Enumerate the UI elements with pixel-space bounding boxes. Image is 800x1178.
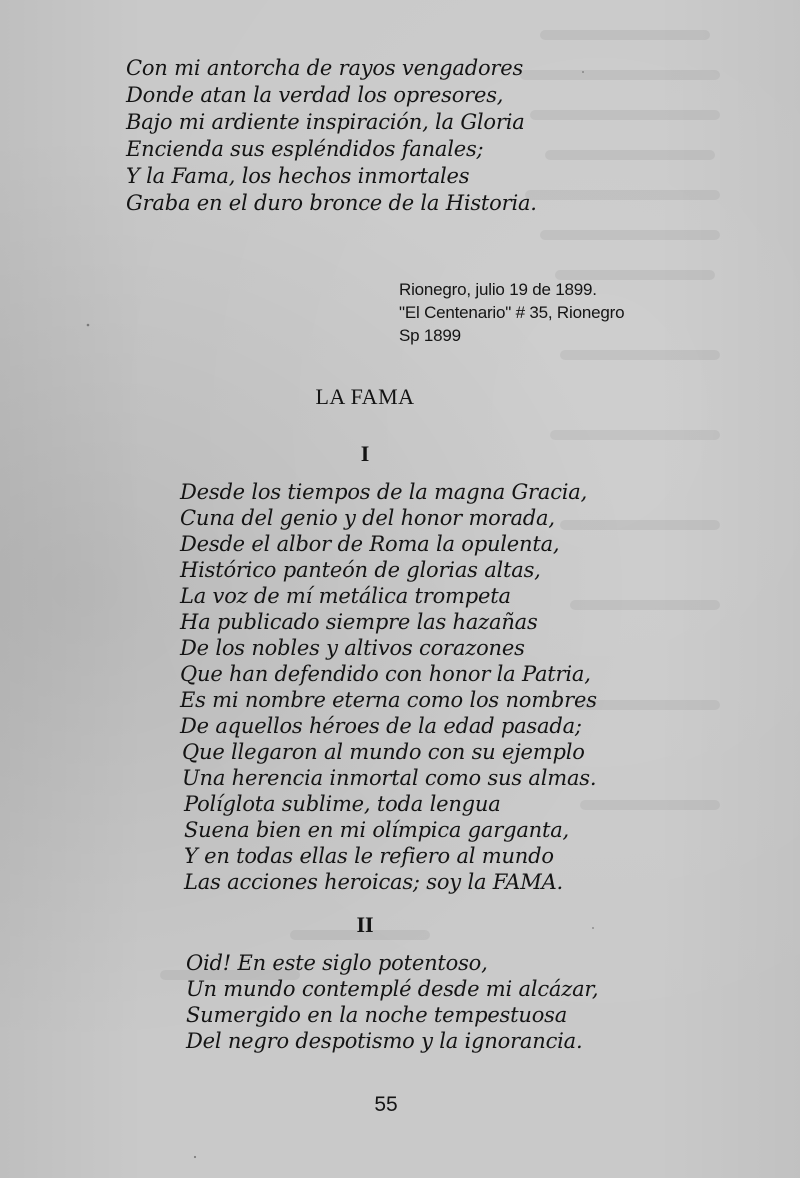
page-number: 55 <box>374 1093 398 1116</box>
verse-line: Con mi antorcha de rayos vengadores <box>126 56 524 80</box>
verse-line: Que llegaron al mundo con su ejemplo <box>182 740 585 764</box>
verse-line: Donde atan la verdad los opresores, <box>126 83 504 107</box>
verse-line: Desde los tiempos de la magna Gracia, <box>180 480 588 504</box>
verse-line: De aquellos héroes de la edad pasada; <box>180 714 582 738</box>
verse-line: Desde el albor de Roma la opulenta, <box>180 532 560 556</box>
verse-line: Y la Fama, los hechos inmortales <box>126 164 470 188</box>
verse-line: Graba en el duro bronce de la Historia. <box>126 191 537 215</box>
speck <box>194 1156 196 1158</box>
section-numeral-1: I <box>360 441 370 466</box>
verse-line: Cuna del genio y del honor morada, <box>180 506 555 530</box>
verse-line: De los nobles y altivos corazones <box>180 636 525 660</box>
verse-line: Y en todas ellas le refiero al mundo <box>184 844 554 868</box>
verse-line: Un mundo contemplé desde mi alcázar, <box>186 977 599 1001</box>
verse-line: Histórico panteón de glorias altas, <box>180 558 541 582</box>
verse-line: Que han defendido con honor la Patria, <box>180 662 591 686</box>
verse-line: Encienda sus espléndidos fanales; <box>126 137 484 161</box>
verse-line: Políglota sublime, toda lengua <box>184 792 501 816</box>
verse-line: Del negro despotismo y la ignorancia. <box>186 1029 583 1053</box>
speck <box>582 71 584 73</box>
source-date: Rionegro, julio 19 de 1899. <box>399 280 597 299</box>
speck <box>87 324 90 327</box>
verse-line: Bajo mi ardiente inspiración, la Gloria <box>126 110 525 134</box>
verse-line: Oid! En este siglo potentoso, <box>186 951 488 975</box>
verse-line: Las acciones heroicas; soy la FAMA. <box>184 870 564 894</box>
verse-line: Sumergido en la noche tempestuosa <box>186 1003 568 1027</box>
verse-line: Una herencia inmortal como sus almas. <box>182 766 597 790</box>
verse-line: La voz de mí metálica trompeta <box>180 584 511 608</box>
verse-line: Suena bien en mi olímpica garganta, <box>184 818 570 842</box>
source-code: Sp 1899 <box>399 326 461 345</box>
poem-title: LA FAMA <box>315 384 415 409</box>
verse-line: Es mi nombre eterna como los nombres <box>180 688 597 712</box>
source-publication: "El Centenario" # 35, Rionegro <box>399 303 625 322</box>
section-numeral-2: II <box>356 912 374 937</box>
verse-line: Ha publicado siempre las hazañas <box>180 610 538 634</box>
